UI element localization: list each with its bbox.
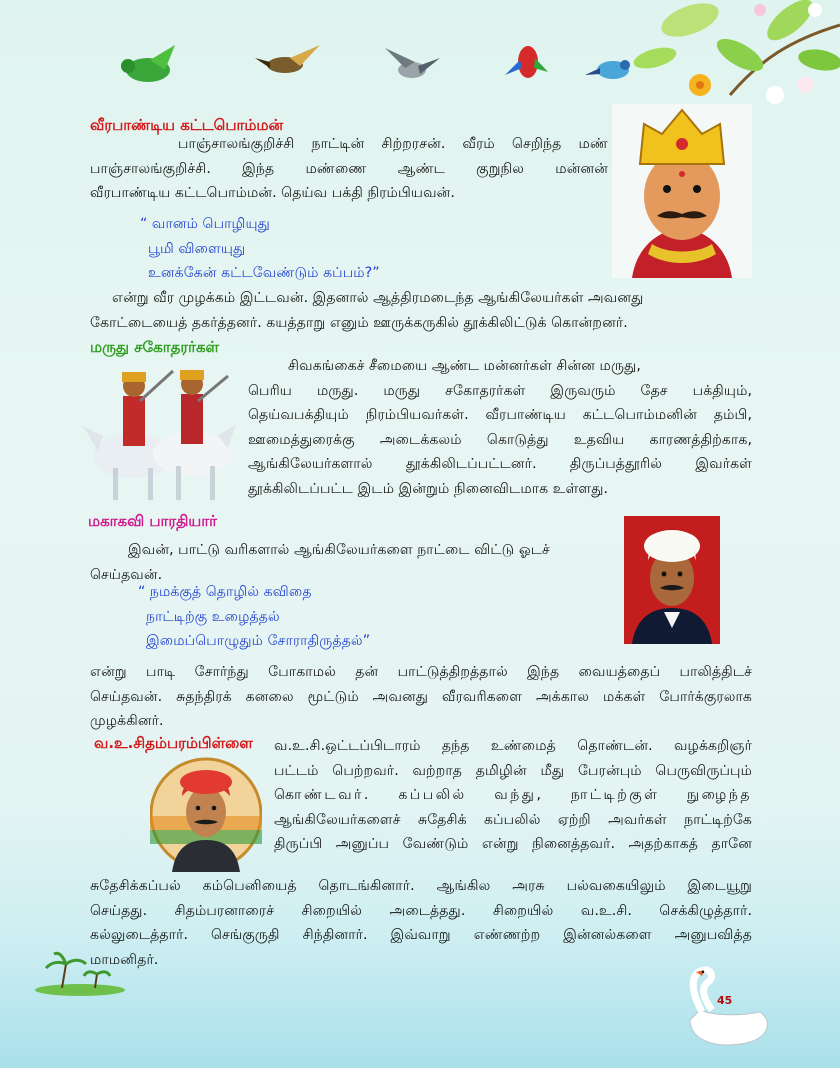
text-line: சிவகங்கைச் சீமையை ஆண்ட மன்னர்கள் சின்ன மருது, bbox=[288, 358, 641, 374]
bird-illustration bbox=[255, 45, 320, 73]
kattabomman-paragraph-1-cont bbox=[90, 157, 608, 206]
text-line: ஆங்கிலேயர்களைச் சுதேசிக் கப்பலில் ஏற்றி அவர்கள் நாட்டிற்கே bbox=[274, 811, 752, 828]
quote-line: இமைப்பொழுதும் சோராதிருத்தல்” bbox=[146, 633, 371, 649]
text-line: தெய்வபக்தியும் நிரம்பியவர்கள். வீரபாண்டிய கட்டபொம்மனின் தம்பி, bbox=[248, 407, 752, 423]
kattabomman-paragraph-1 bbox=[90, 132, 608, 157]
text-line: திருப்பி அனுப்ப வேண்டும் என்று நினைத்தவர். அதற்காகத் தானே bbox=[274, 836, 752, 852]
section-heading-marudhu: மருது சகோதரர்கள் bbox=[90, 338, 220, 356]
text-line: வ.உ.சி.ஒட்டப்பிடாரம் தந்த உண்மைத் தொண்டன். வழக்கறிஞர் bbox=[274, 738, 752, 754]
bharathiyar-portrait bbox=[624, 516, 720, 644]
page-number: 45 bbox=[717, 994, 733, 1007]
quote-line: நாட்டிற்கு உழைத்தல் bbox=[146, 608, 280, 625]
kattabomman-paragraph-2 bbox=[90, 286, 662, 335]
text-line: பட்டம் பெற்றவர். வற்றாத தமிழின் மீது பேரன்பும் பெருவிருப்பும் bbox=[274, 762, 752, 779]
marudhu-paragraph bbox=[248, 354, 752, 501]
text-line: சுதேசிக்கப்பல் கம்பெனியைத் தொடங்கினார். ஆங்கில அரசு பல்வகையிலும் இடையூறு bbox=[90, 878, 752, 894]
text-line: என்று பாடி சோர்ந்து போகாமல் தன் பாட்டுத்திறத்தால் இந்த வையத்தைப் பாலித்திடச் bbox=[90, 664, 752, 680]
text-line: செய்தவன். சுதந்திரக் கனலை மூட்டும் அவனது வீரவரிகளை அக்கால மக்கள் போர்க்குரலாக bbox=[90, 688, 752, 705]
text-line: பாஞ்சாலங்குறிச்சி. இந்த மண்ணை ஆண்ட குறுநில மன்னன் bbox=[90, 160, 608, 177]
voc-paragraph-1 bbox=[274, 734, 752, 857]
bharathiyar-quote bbox=[138, 580, 370, 654]
quote-line: பூமி விளையுது bbox=[148, 240, 246, 257]
text-line: பெரிய மருது. மருது சகோதரர்கள் இருவரும் தேச பக்தியும், bbox=[248, 382, 752, 399]
voc-portrait bbox=[150, 756, 262, 872]
text-line: கல்லுடைத்தார். செங்குருதி சிந்தினார். இவ்வாறு எண்ணற்ற இன்னல்களை அனுபவித்த bbox=[90, 927, 752, 943]
branch-illustration bbox=[631, 0, 840, 104]
swan-illustration bbox=[690, 970, 767, 1045]
text-line: கொண்டவர். கப்பலில் வந்து, நாட்டிற்குள் நுழைந்த bbox=[274, 787, 752, 803]
text-line: தூக்கிலிடப்பட்ட இடம் இன்றும் நினைவிடமாக உள்ளது. bbox=[248, 480, 609, 497]
bharathiyar-paragraph-2 bbox=[90, 660, 752, 734]
island-illustration bbox=[35, 953, 125, 996]
text-line: இவன், பாட்டு வரிகளால் ஆங்கிலேயர்களை நாட்டை விட்டு ஓடச் bbox=[128, 542, 550, 558]
text-line: மாமனிதர். bbox=[90, 951, 159, 968]
text-line: செய்தவன். bbox=[90, 566, 163, 583]
section-heading-voc: வ.உ.சிதம்பரம்பிள்ளை bbox=[94, 734, 253, 752]
footer-decoration bbox=[0, 950, 840, 1068]
bird-illustration bbox=[505, 46, 548, 78]
section-heading-bharathiyar: மகாகவி பாரதியார் bbox=[88, 512, 217, 530]
kattabomman-quote bbox=[140, 212, 380, 286]
quote-line: “ வானம் பொழியுது bbox=[140, 216, 270, 232]
bird-illustration bbox=[585, 60, 630, 79]
marudhu-brothers-illustration bbox=[78, 356, 238, 506]
header-decoration bbox=[0, 0, 840, 110]
section-heading-kattabomman: வீரபாண்டிய கட்டபொம்மன் bbox=[90, 116, 284, 134]
text-line: என்று வீர முழக்கம் இட்டவன். இதனால் ஆத்திரமடைந்த ஆங்கிலேயர்கள் அவனது bbox=[112, 290, 644, 306]
text-line: ஆங்கிலேயர்களால் தூக்கிலிடப்பட்டனர். திருப்பத்தூரில் இவர்கள் bbox=[248, 456, 752, 472]
quote-line: உனக்கேன் கட்டவேண்டும் கப்பம்?” bbox=[148, 265, 380, 281]
text-line: முழக்கினர். bbox=[90, 713, 164, 729]
kattabomman-portrait bbox=[612, 104, 752, 278]
text-line: ஊமைத்துரைக்கு அடைக்கலம் கொடுத்து உதவிய காரணத்திற்காக, bbox=[248, 431, 752, 448]
text-line: செய்தது. சிதம்பரனாரைச் சிறையில் அடைத்தது. சிறையில் வ.உ.சி. செக்கிழுத்தார். bbox=[90, 902, 752, 919]
bird-illustration bbox=[385, 48, 440, 78]
text-line: வீரபாண்டிய கட்டபொம்மன். தெய்வ பக்தி நிரம்பியவன். bbox=[90, 185, 455, 201]
bird-illustration bbox=[121, 45, 175, 82]
quote-line: “ நமக்குத் தொழில் கவிதை bbox=[138, 584, 312, 600]
text-line: கோட்டையைத் தகர்த்தனர். கயத்தாறு எனும் ஊருக்கருகில் தூக்கிலிட்டுக் கொன்றனர். bbox=[90, 314, 628, 331]
text-line: பாஞ்சாலங்குறிச்சி நாட்டின் சிற்றரசன். வீரம் செறிந்த மண் bbox=[178, 136, 608, 152]
